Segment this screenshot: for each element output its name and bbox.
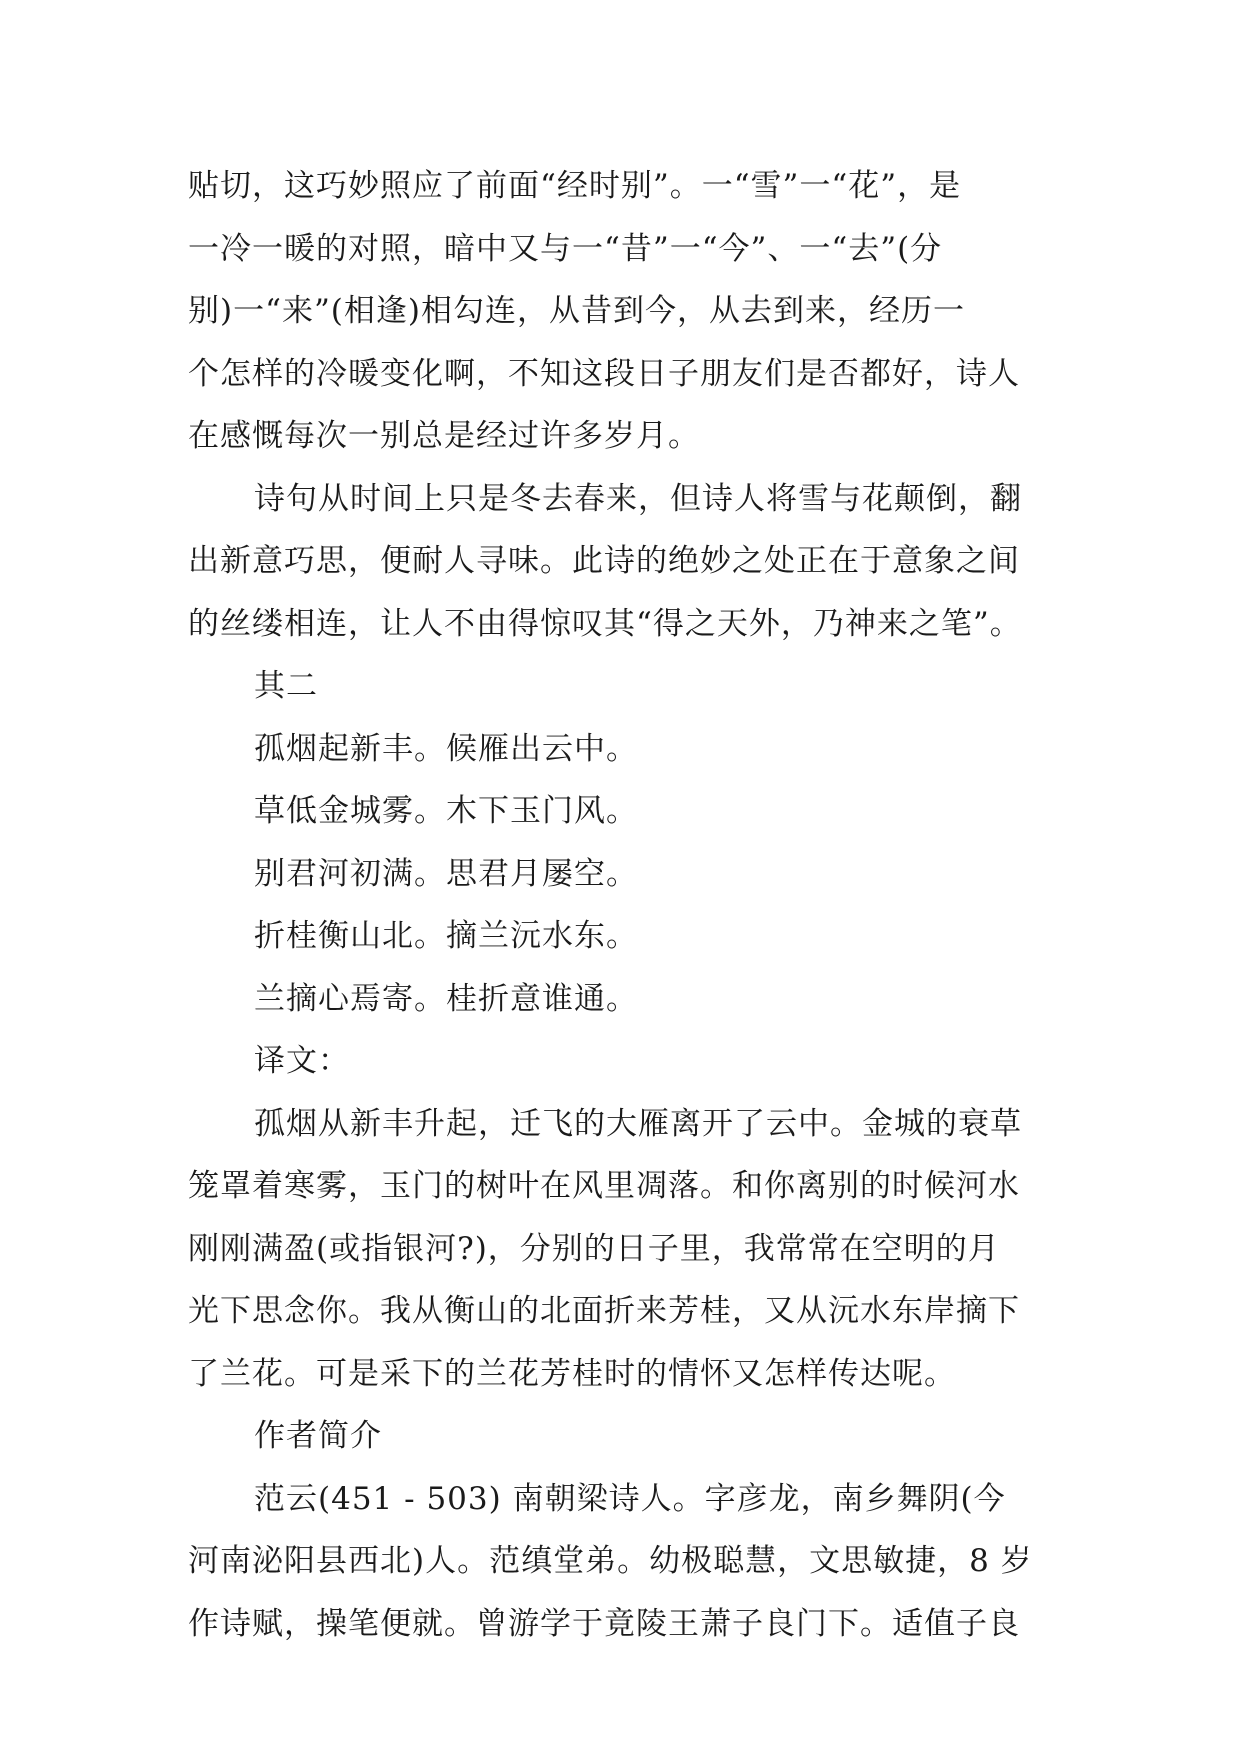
text-line: 河南泌阳县西北)人。范缜堂弟。幼极聪慧，文思敏捷，8 岁 <box>188 1543 1033 1579</box>
text-line: 作诗赋，操笔便就。曾游学于竟陵王萧子良门下。适值子良 <box>188 1605 1020 1642</box>
poem-line-2 <box>188 780 1068 843</box>
text-line: 的丝缕相连，让人不由得惊叹其“得之天外，乃神来之笔”。 <box>188 605 1022 642</box>
poem-line-3 <box>188 843 1068 906</box>
text-line: 光下思念你。我从衡山的北面折来芳桂，又从沅水东岸摘下 <box>188 1293 1020 1329</box>
text-line: 作者简介 <box>254 1418 382 1454</box>
text-line: 折桂衡山北。摘兰沅水东。 <box>254 918 638 954</box>
paragraph-author-bio <box>188 1468 1068 1656</box>
text-line: 笼罩着寒雾，玉门的树叶在风里凋落。和你离别的时候河水 <box>188 1168 1020 1204</box>
text-line: 其二 <box>254 668 318 704</box>
text-line: 别)一“来”(相逢)相勾连，从昔到今，从去到来，经历一 <box>188 293 965 329</box>
text-line: 兰摘心焉寄。桂折意谁通。 <box>254 980 638 1017</box>
text-line: 别君河初满。思君月屡空。 <box>254 855 638 892</box>
section-heading-poem-two <box>188 655 1068 718</box>
text-line: 个怎样的冷暖变化啊，不知这段日子朋友们是否都好，诗人 <box>188 355 1020 392</box>
paragraph-wang-commentary-end <box>188 155 1068 468</box>
paragraph-translation <box>188 1093 1068 1406</box>
poem-line-4 <box>188 905 1068 968</box>
text-line: 刚刚满盈(或指银河?)，分别的日子里，我常常在空明的月 <box>188 1230 1000 1267</box>
poem-line-5 <box>188 968 1068 1031</box>
text-line: 了兰花。可是采下的兰花芳桂时的情怀又怎样传达呢。 <box>188 1355 956 1392</box>
text-line: 孤烟从新丰升起，迁飞的大雁离开了云中。金城的衰草 <box>254 1105 1022 1142</box>
paragraph-commentary-summary <box>188 468 1068 656</box>
text-line: 在感慨每次一别总是经过许多岁月。 <box>188 418 700 454</box>
section-heading-translation <box>188 1030 1068 1093</box>
text-line: 出新意巧思，便耐人寻味。此诗的绝妙之处正在于意象之间 <box>188 543 1020 579</box>
poem-line-1 <box>188 718 1068 781</box>
document-page <box>188 155 1068 1655</box>
text-line: 一冷一暖的对照，暗中又与一“昔”一“今”、一“去”(分 <box>188 230 943 267</box>
text-line: 范云(451 - 503) 南朝梁诗人。字彦龙，南乡舞阴(今 <box>254 1480 1006 1517</box>
text-line: 译文： <box>254 1043 350 1079</box>
section-heading-author-intro <box>188 1405 1068 1468</box>
text-line: 草低金城雾。木下玉门风。 <box>254 793 638 829</box>
text-line: 诗句从时间上只是冬去春来，但诗人将雪与花颠倒，翻 <box>254 480 1022 517</box>
text-line: 贴切，这巧妙照应了前面“经时别”。一“雪”一“花”，是 <box>188 168 962 204</box>
text-line: 孤烟起新丰。候雁出云中。 <box>254 730 638 767</box>
